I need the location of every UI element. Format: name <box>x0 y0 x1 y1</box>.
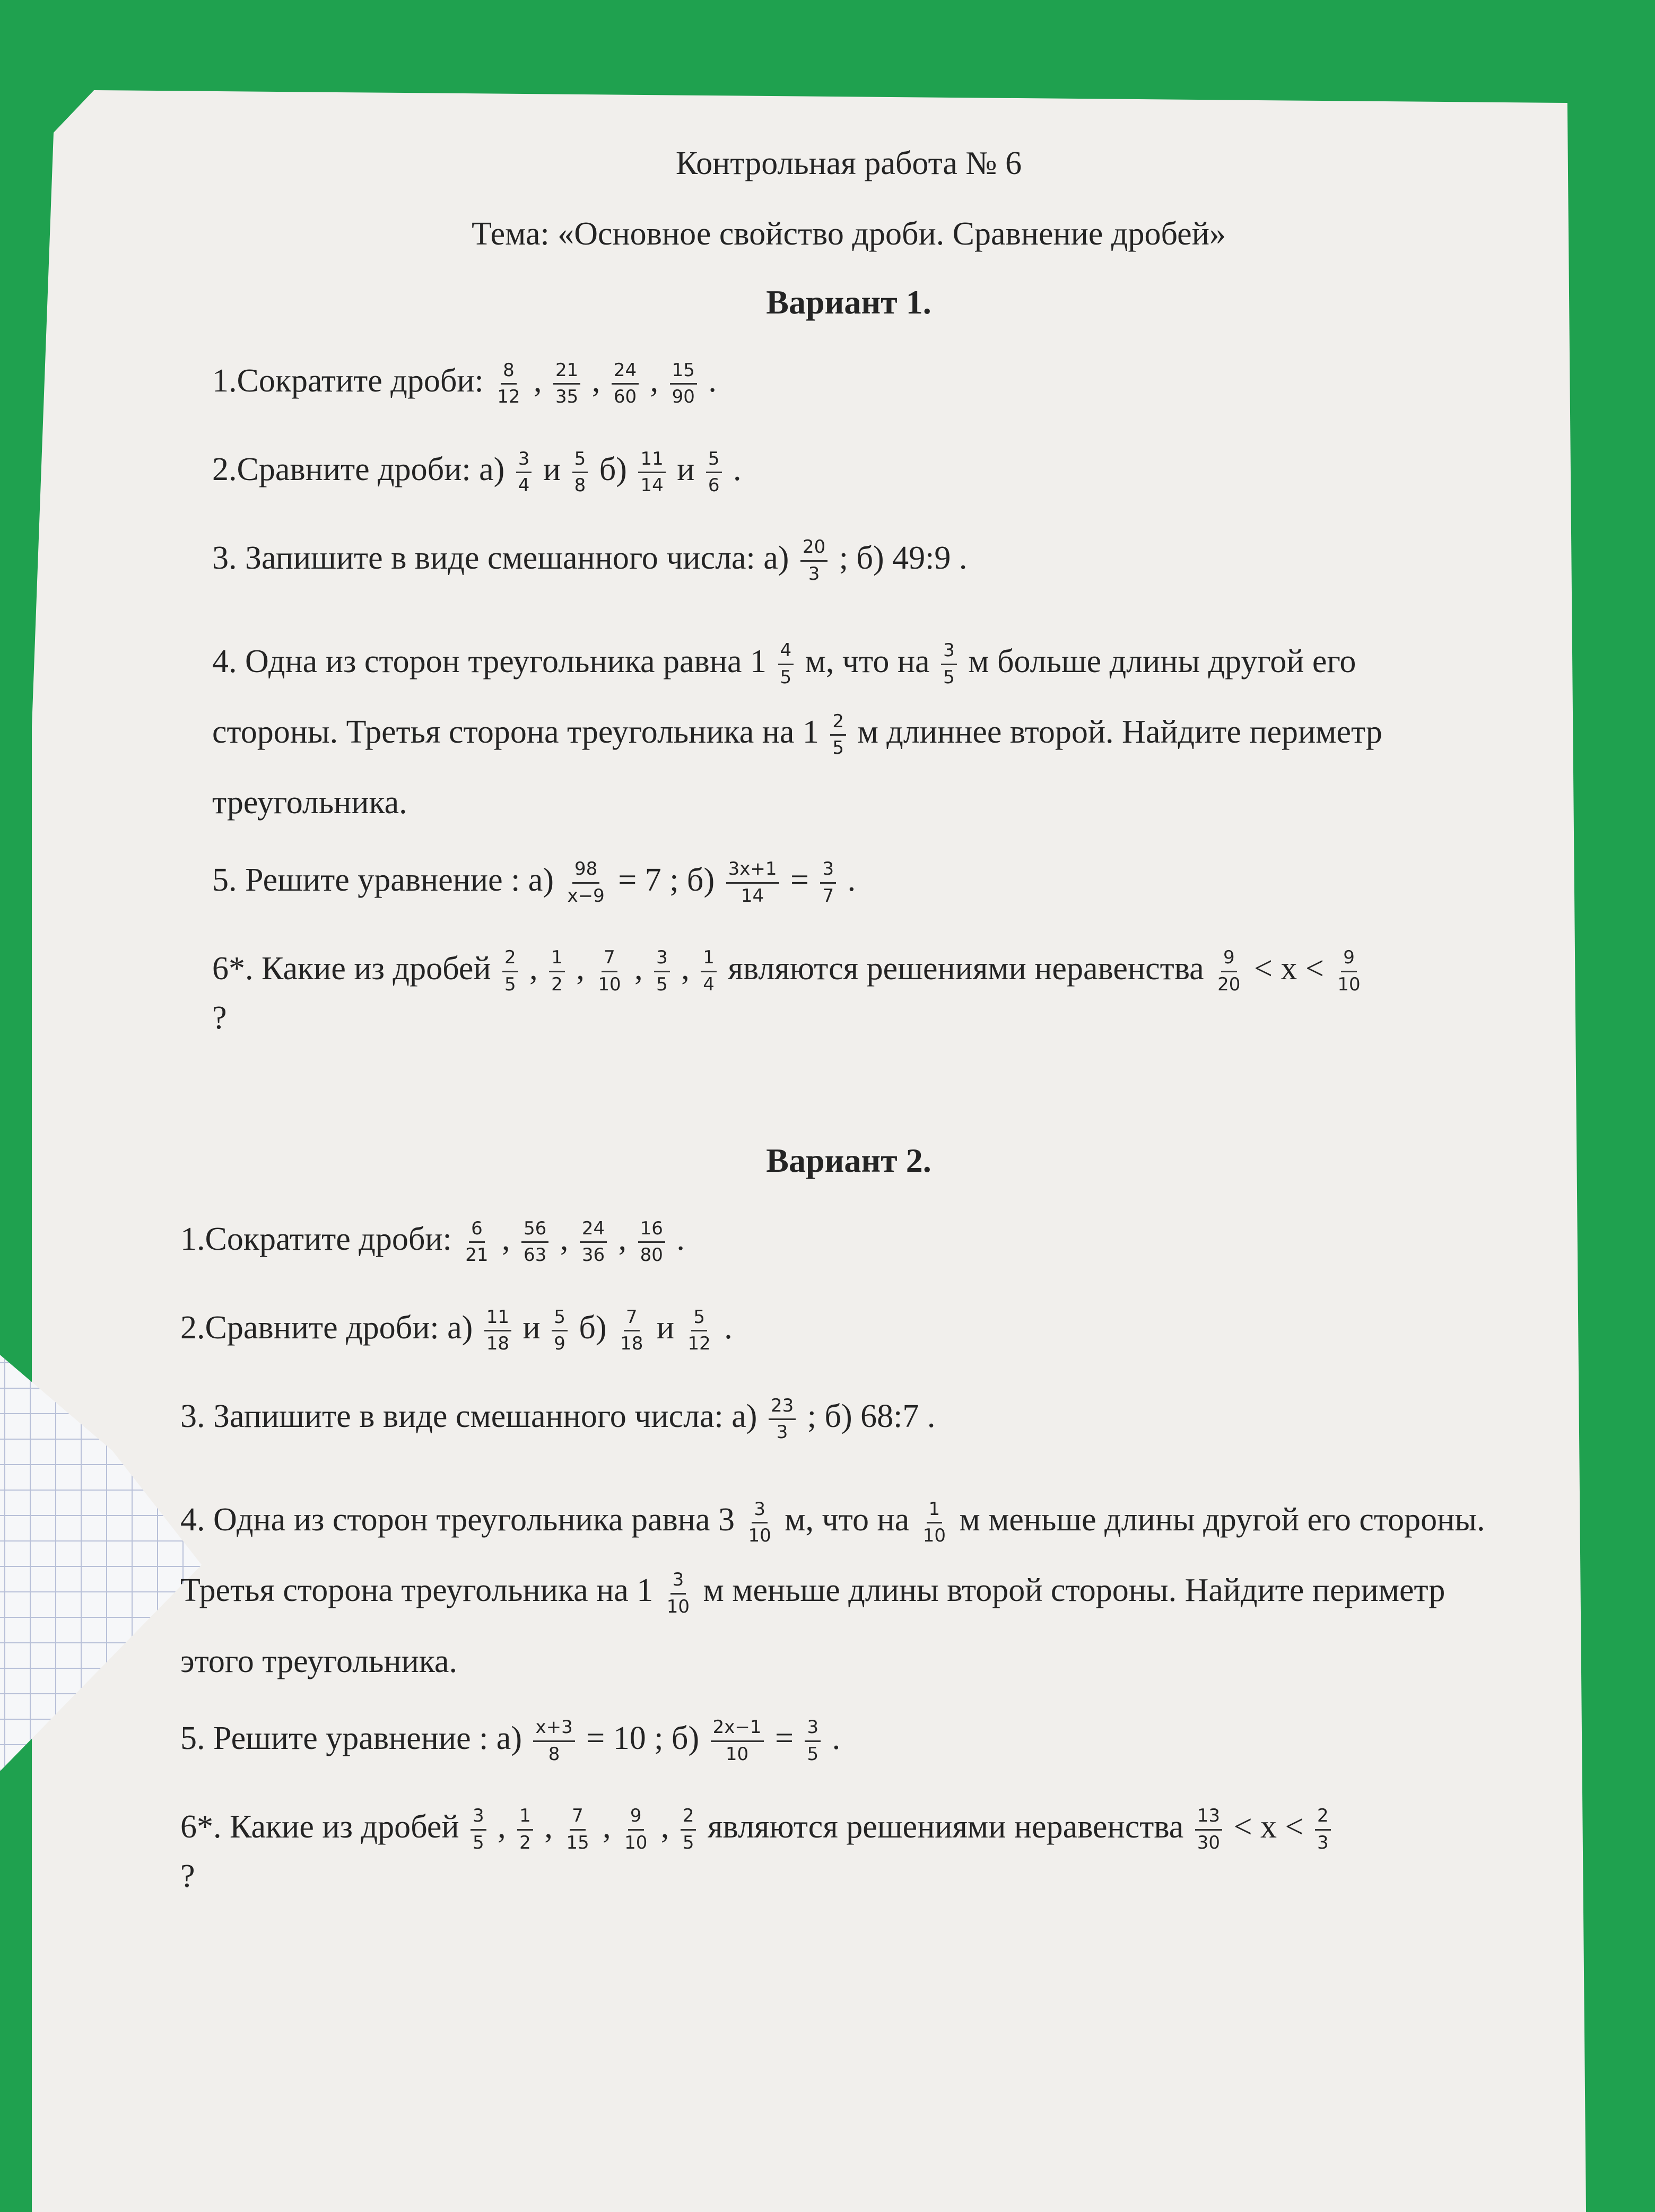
denominator: 60 <box>613 386 637 408</box>
task-text: , <box>591 363 600 399</box>
fraction <box>484 1308 511 1354</box>
task-text: = <box>790 861 809 898</box>
denominator: 80 <box>640 1244 663 1266</box>
task-text: 3. Запишите в виде смешанного числа: а) <box>212 539 789 576</box>
task-text: 5. Решите уравнение : а) <box>180 1720 522 1756</box>
task-text: 2.Сравните дроби: а) <box>180 1310 473 1346</box>
task-text: . <box>832 1720 841 1756</box>
task-text: . <box>676 1221 685 1258</box>
denominator: 36 <box>581 1244 605 1266</box>
denominator: 8 <box>548 1744 560 1765</box>
denominator: 10 <box>666 1596 690 1617</box>
numerator: 3x+1 <box>726 860 779 884</box>
denominator: 7 <box>822 885 834 907</box>
task-text: м больше длины другой его стороны. Третья сторона треугольника на 1 <box>212 643 1356 751</box>
task-text: являются решениями неравенства <box>707 1808 1184 1845</box>
denominator: 10 <box>725 1744 749 1765</box>
fraction <box>580 1217 607 1266</box>
numerator: 9 <box>628 1807 644 1831</box>
fraction <box>638 450 665 495</box>
task-text: и <box>522 1310 541 1346</box>
test-document <box>180 143 1485 1939</box>
task-text: и <box>543 451 561 487</box>
task-text: являются решениями неравенства <box>728 950 1204 987</box>
numerator: 16 <box>638 1220 665 1243</box>
denominator: 14 <box>741 885 764 907</box>
task-4 <box>180 1485 1485 1697</box>
task-text: , <box>618 1221 627 1258</box>
denominator: 5 <box>807 1744 819 1765</box>
denominator: 63 <box>524 1244 547 1266</box>
comma: , <box>529 950 538 987</box>
denominator: 15 <box>566 1832 589 1854</box>
task-5 <box>212 860 1485 906</box>
task-text: , <box>650 363 659 399</box>
numerator: 7 <box>602 948 617 972</box>
fraction <box>701 948 717 994</box>
fraction <box>800 538 828 584</box>
fraction <box>681 1807 696 1852</box>
denominator: 5 <box>504 973 516 995</box>
task-text: 6*. Какие из дробей <box>212 950 491 987</box>
task-text: и <box>677 451 695 487</box>
task-text: м длиннее второй. Найдите периметр треугольника. <box>212 714 1382 821</box>
fraction <box>820 860 836 905</box>
fraction <box>549 948 565 994</box>
denominator: 2 <box>519 1832 531 1854</box>
denominator: x−9 <box>567 885 605 907</box>
task-text: м меньше длины другой его стороны. Третья сторона треугольника на 1 <box>180 1502 1485 1609</box>
denominator: 10 <box>1337 973 1361 995</box>
numerator: 6 <box>469 1220 485 1243</box>
numerator: 5 <box>691 1308 707 1332</box>
fraction <box>654 948 670 994</box>
task-3 <box>212 538 1485 584</box>
denominator: 3 <box>776 1422 788 1443</box>
numerator: 2 <box>1315 1807 1331 1831</box>
comma: , <box>681 950 690 987</box>
page-title: Контрольная работа № 6 <box>675 145 1022 181</box>
task-2 <box>212 449 1485 495</box>
fraction <box>1335 948 1362 994</box>
numerator: 11 <box>638 450 665 474</box>
fraction <box>726 860 779 905</box>
task-text: 6*. Какие из дробей <box>180 1808 459 1845</box>
denominator: 5 <box>473 1832 484 1854</box>
denominator: 3 <box>1317 1832 1329 1854</box>
numerator: 5 <box>552 1308 568 1332</box>
denominator: 3 <box>808 563 820 585</box>
fraction <box>495 361 522 407</box>
fraction <box>638 1217 665 1266</box>
numerator: 5 <box>572 450 588 474</box>
task-text: б) <box>579 1310 607 1346</box>
denominator: 10 <box>922 1525 946 1547</box>
numerator: 8 <box>501 361 517 385</box>
task-6 <box>212 948 1485 1039</box>
numerator: 2 <box>681 1807 696 1831</box>
fraction <box>502 948 518 994</box>
numerator: 3 <box>516 450 532 474</box>
numerator: 3 <box>471 1807 486 1831</box>
fraction <box>553 361 580 407</box>
numerator: 4 <box>778 641 794 665</box>
numerator: 13 <box>1195 1807 1222 1831</box>
denominator: 10 <box>624 1832 648 1854</box>
fraction <box>706 450 722 495</box>
task-text: м, что на <box>805 643 930 680</box>
fraction <box>618 1308 645 1354</box>
fraction <box>830 712 846 758</box>
denominator: 5 <box>832 737 844 759</box>
comma: , <box>660 1808 669 1845</box>
variant-2 <box>180 1139 1485 1897</box>
numerator: 1 <box>549 948 565 972</box>
denominator: 10 <box>598 973 621 995</box>
fraction <box>769 1397 796 1442</box>
denominator: 12 <box>497 386 520 408</box>
denominator: 90 <box>672 386 695 408</box>
numerator: 5 <box>706 450 722 474</box>
fraction <box>612 361 639 407</box>
task-text: и <box>656 1310 675 1346</box>
question-mark: ? <box>180 1858 195 1894</box>
task-text: < x < <box>1233 1808 1304 1845</box>
fraction <box>941 641 957 687</box>
denominator: 35 <box>555 386 579 408</box>
numerator: 3 <box>941 641 957 665</box>
numerator: 23 <box>769 1397 796 1421</box>
fraction <box>711 1718 764 1764</box>
task-text: . <box>724 1310 733 1346</box>
denominator: 2 <box>551 973 563 995</box>
denominator: 4 <box>518 475 530 497</box>
fraction <box>572 450 588 495</box>
numerator: 56 <box>521 1220 548 1243</box>
task-text: ; б) 68:7 . <box>807 1398 936 1435</box>
task-text: м меньше длины второй стороны. Найдите периметр этого треугольника. <box>180 1572 1445 1679</box>
denominator: 10 <box>748 1525 771 1547</box>
fraction <box>1195 1807 1222 1852</box>
numerator: 9 <box>1341 948 1357 972</box>
fraction <box>921 1500 948 1546</box>
denominator: 5 <box>780 667 792 689</box>
numerator: 24 <box>580 1220 607 1243</box>
task-5 <box>180 1718 1485 1764</box>
comma: , <box>576 950 585 987</box>
fraction <box>517 1807 533 1852</box>
task-text: , <box>502 1221 510 1258</box>
fraction <box>565 860 606 905</box>
numerator: 2 <box>830 712 846 736</box>
denominator: 14 <box>640 475 664 497</box>
task-3 <box>180 1396 1485 1442</box>
task-text: < x < <box>1253 950 1324 987</box>
comma: , <box>634 950 643 987</box>
numerator: 3 <box>820 860 836 884</box>
fraction <box>778 641 794 687</box>
task-text: = 10 ; б) <box>586 1720 700 1756</box>
fraction <box>1215 948 1242 994</box>
denominator: 5 <box>943 667 955 689</box>
numerator: 98 <box>572 860 599 884</box>
task-text: м, что на <box>785 1502 910 1538</box>
denominator: 5 <box>682 1832 694 1854</box>
task-1 <box>212 361 1485 407</box>
denominator: 12 <box>687 1333 711 1355</box>
task-text: . <box>708 363 717 399</box>
fraction <box>622 1807 649 1852</box>
fraction <box>533 1718 574 1764</box>
comma: , <box>544 1808 553 1845</box>
task-text: 4. Одна из сторон треугольника равна 1 <box>212 643 767 680</box>
task-text: 5. Решите уравнение : а) <box>212 861 554 898</box>
variant-title: Вариант 1. <box>766 283 931 321</box>
topic-line: Тема: «Основное свойство дроби. Сравнение дробей» <box>472 215 1226 252</box>
task-text: = 7 ; б) <box>618 861 715 898</box>
numerator: 2x−1 <box>711 1718 764 1742</box>
fraction <box>552 1308 568 1354</box>
task-text: , <box>534 363 542 399</box>
numerator: 3 <box>805 1718 821 1742</box>
fraction <box>516 450 532 495</box>
numerator: 1 <box>517 1807 533 1831</box>
task-text: , <box>560 1221 569 1258</box>
denominator: 18 <box>620 1333 643 1355</box>
numerator: 24 <box>612 361 639 385</box>
variant-title: Вариант 2. <box>766 1142 931 1180</box>
fraction <box>686 1308 713 1354</box>
task-text: = <box>775 1720 794 1756</box>
task-text: 2.Сравните дроби: а) <box>212 451 505 487</box>
numerator: 2 <box>502 948 518 972</box>
fraction <box>564 1807 591 1852</box>
fraction <box>463 1217 490 1266</box>
task-text: . <box>847 861 856 898</box>
task-1 <box>180 1219 1485 1265</box>
denominator: 9 <box>554 1333 565 1355</box>
fraction <box>670 361 697 407</box>
comma: , <box>603 1808 611 1845</box>
numerator: 1 <box>927 1500 943 1524</box>
task-text: ; б) 49:9 . <box>839 539 968 576</box>
numerator: 11 <box>484 1308 511 1332</box>
denominator: 4 <box>703 973 715 995</box>
task-text: б) <box>599 451 627 487</box>
numerator: 1 <box>701 948 717 972</box>
numerator: 3 <box>752 1500 768 1524</box>
numerator: x+3 <box>533 1718 574 1742</box>
task-text: . <box>733 451 742 487</box>
denominator: 18 <box>486 1333 510 1355</box>
denominator: 30 <box>1197 1832 1221 1854</box>
variant-1 <box>212 281 1485 1039</box>
numerator: 9 <box>1221 948 1237 972</box>
numerator: 3 <box>670 1571 686 1595</box>
denominator: 21 <box>465 1244 489 1266</box>
task-4 <box>212 626 1485 839</box>
fraction <box>596 948 623 994</box>
task-6 <box>180 1807 1485 1897</box>
numerator: 20 <box>800 538 828 562</box>
question-mark: ? <box>212 999 227 1036</box>
task-text: 3. Запишите в виде смешанного числа: а) <box>180 1398 757 1435</box>
comma: , <box>498 1808 506 1845</box>
fraction <box>521 1217 548 1266</box>
task-text: 4. Одна из сторон треугольника равна 3 <box>180 1502 735 1538</box>
numerator: 3 <box>654 948 670 972</box>
fraction <box>746 1500 773 1546</box>
task-text: 1.Сократите дроби: <box>180 1221 452 1258</box>
numerator: 15 <box>670 361 697 385</box>
fraction <box>471 1807 486 1852</box>
task-2 <box>180 1308 1485 1354</box>
denominator: 20 <box>1217 973 1241 995</box>
denominator: 5 <box>656 973 668 995</box>
numerator: 21 <box>553 361 580 385</box>
denominator: 6 <box>708 475 720 497</box>
numerator: 7 <box>624 1308 640 1332</box>
denominator: 8 <box>574 475 586 497</box>
fraction <box>805 1718 821 1764</box>
fraction <box>1315 1807 1331 1852</box>
numerator: 7 <box>570 1807 586 1831</box>
task-text: 1.Сократите дроби: <box>212 363 484 399</box>
fraction <box>665 1571 692 1616</box>
